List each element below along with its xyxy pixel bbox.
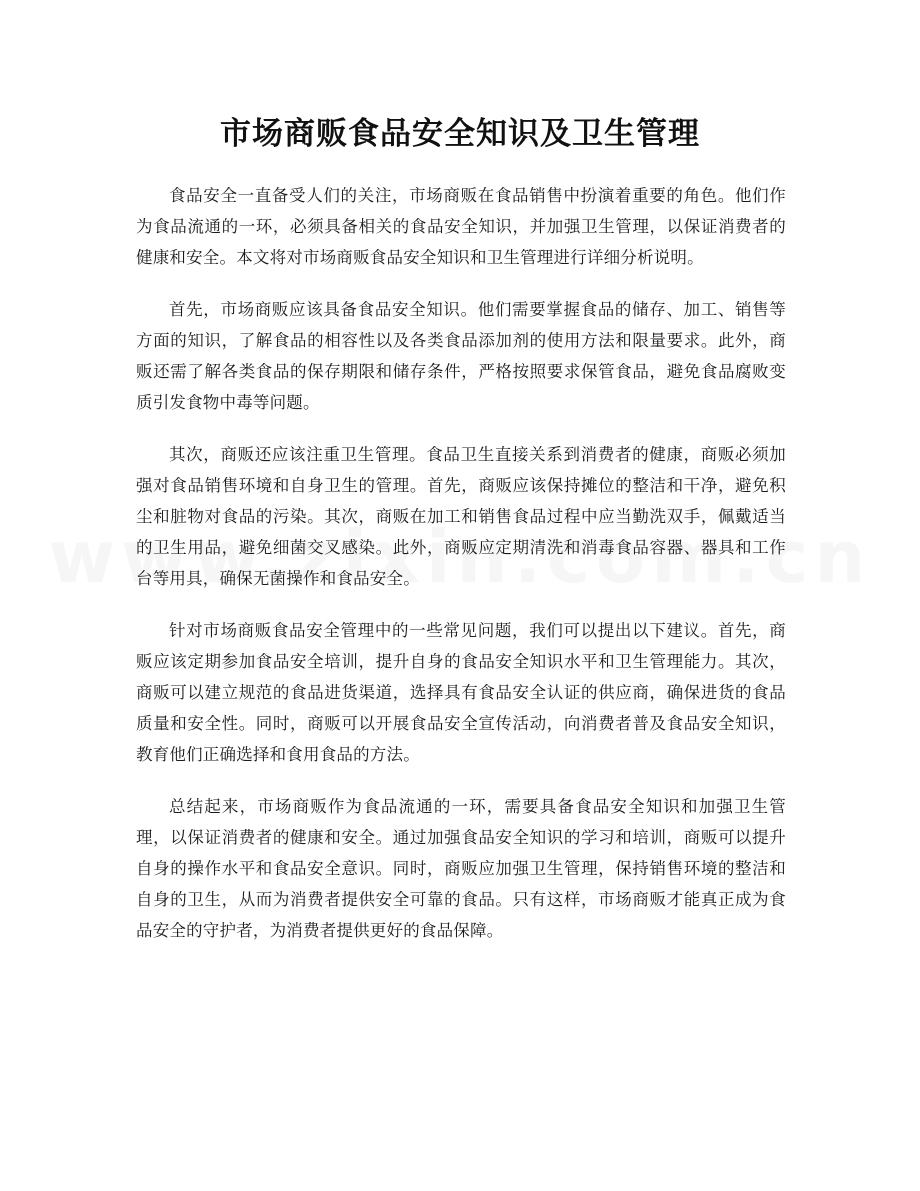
paragraph-2: 首先，市场商贩应该具备食品安全知识。他们需要掌握食品的储存、加工、销售等方面的知识，了解食品的相容性以及各类食品添加剂的使用方法和限量要求。此外，商贩还需了解各类食品的保存期限和储存条件，严格按照要求保管食品，避免食品腐败变质引发食物中毒等问题。 [136,300,786,412]
paragraph-5: 总结起来，市场商贩作为食品流通的一环，需要具备食品安全知识和加强卫生管理，以保证消费者的健康和安全。通过加强食品安全知识的学习和培训，商贩可以提升自身的操作水平和食品安全意识。同时，商贩应加强卫生管理，保持销售环境的整洁和自身的卫生，从而为消费者提供安全可靠的食品。只有这样，市场商贩才能真正成为食品安全的守护者，为消费者提供更好的食品保障。 [136,797,786,940]
page-title: 市场商贩食品安全知识及卫生管理 [220,116,700,152]
paragraph-4: 针对市场商贩食品安全管理中的一些常见问题，我们可以提出以下建议。首先，商贩应该定期参加食品安全培训，提升自身的食品安全知识水平和卫生管理能力。其次，商贩可以建立规范的食品进货渠道，选择具有食品安全认证的供应商，确保进货的食品质量和安全性。同时，商贩可以开展食品安全宣传活动，向消费者普及食品安全知识，教育他们正确选择和食用食品的方法。 [136,621,786,764]
paragraph-3: 其次，商贩还应该注重卫生管理。食品卫生直接关系到消费者的健康，商贩必须加强对食品销售环境和自身卫生的管理。首先，商贩应该保持摊位的整洁和干净，避免积尘和脏物对食品的污染。其次，商贩在加工和销售食品过程中应当勤洗双手，佩戴适当的卫生用品，避免细菌交叉感染。此外，商贩应定期清洗和消毒食品容器、器具和工作台等用具，确保无菌操作和食品安全。 [136,445,786,588]
document-body [136,180,786,967]
paragraph-1: 食品安全一直备受人们的关注，市场商贩在食品销售中扮演着重要的角色。他们作为食品流通的一环，必须具备相关的食品安全知识，并加强卫生管理，以保证消费者的健康和安全。本文将对市场商贩食品安全知识和卫生管理进行详细分析说明。 [136,186,786,267]
